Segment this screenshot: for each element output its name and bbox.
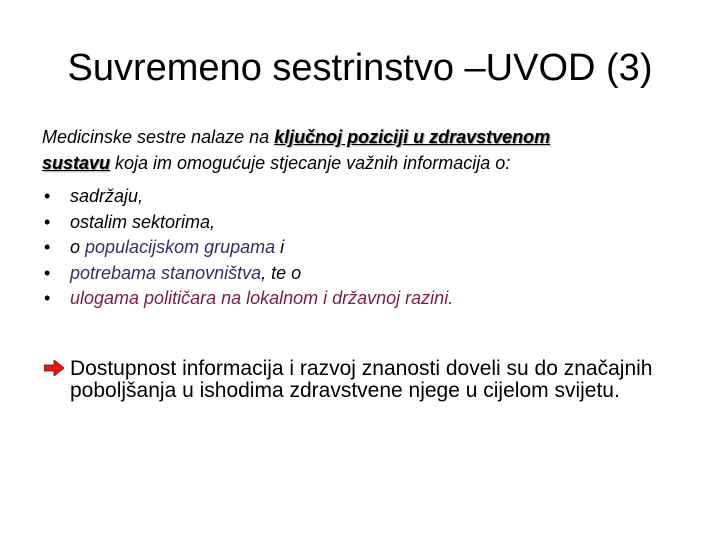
bullet-text: ulogama političara na lokalnom i državnoj razini. [70,288,454,308]
bullet-dot: • [44,186,51,206]
bullet-suffix: i [275,237,285,257]
intro-part2: koja im omogućuje stjecanje važnih informacija o: [110,153,511,173]
bullet-highlight: potrebama stanovništva [70,262,262,283]
intro-emphasis-2: sustavu [42,153,111,173]
intro-part1: Medicinske sestre nalaze na [42,127,275,147]
bullet-list [42,184,682,312]
bullet-suffix: , te o [261,262,302,283]
intro-emphasis-1: ključnoj poziciji u zdravstvenom [274,127,551,147]
list-item [42,210,682,236]
bullet-dot: • [44,211,51,232]
bullet-text: ostalim sektorima, [70,211,216,232]
list-item [42,184,682,210]
list-item [42,286,682,312]
slide-title: Suvremeno sestrinstvo –UVOD (3) [67,47,653,89]
bullet-dot: • [44,262,51,283]
list-item [42,235,682,261]
red-arrow-icon [44,360,64,376]
bullet-dot: • [44,288,51,308]
conclusion-paragraph: Dostupnost informacija i razvoj znanosti doveli su do značajnih poboljšanja u ishodima zdravstvene njege u cijelom svijetu. [70,357,653,402]
bullet-text: sadržaju, [70,186,144,206]
bullet-prefix: o [70,237,86,257]
list-item [42,261,682,287]
bullet-dot: • [44,237,51,257]
intro-text [42,124,682,176]
bullet-highlight: populacijskom grupama [85,237,276,257]
